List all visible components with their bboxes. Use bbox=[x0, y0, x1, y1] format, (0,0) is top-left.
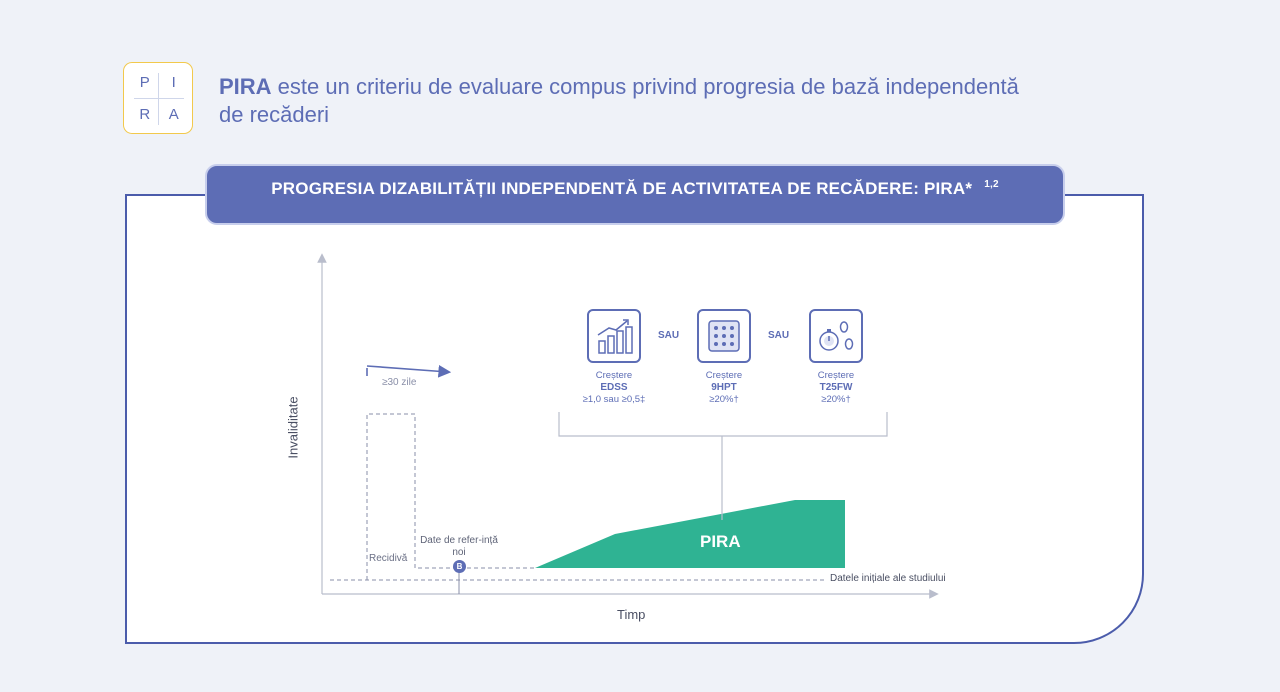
bar-chart-growth-icon bbox=[589, 311, 639, 361]
metric-prefix: Creștere bbox=[705, 370, 743, 381]
diagram-title-refs: 1,2 bbox=[984, 179, 999, 190]
headline-highlight: PIRA bbox=[219, 74, 272, 99]
reference-label: Date de refer-ință noi bbox=[420, 535, 498, 558]
metric-name: 9HPT bbox=[711, 382, 737, 393]
metric-edss bbox=[559, 370, 669, 406]
metric-name: EDSS bbox=[600, 382, 628, 393]
or-label-2: SAU bbox=[768, 330, 790, 341]
relapse-label: Recidivă bbox=[369, 553, 408, 564]
metric-9hpt bbox=[669, 370, 779, 406]
duration-arrow bbox=[367, 366, 448, 372]
logo-letter-a: A bbox=[168, 106, 180, 123]
diagram-title: PROGRESIA DIZABILITĂȚII INDEPENDENTĂ DE ACTIVITATEA DE RECĂDERE: PIRA* bbox=[271, 179, 973, 198]
logo-letter-i: I bbox=[171, 74, 177, 91]
duration-label: ≥30 zile bbox=[382, 377, 417, 388]
metric-t25fw bbox=[781, 370, 891, 406]
metric-name: T25FW bbox=[819, 382, 853, 393]
x-axis-label: Timp bbox=[617, 607, 646, 622]
logo-letter-p: P bbox=[139, 74, 151, 91]
reference-marker: B bbox=[453, 560, 466, 573]
metric-prefix: Creștere bbox=[595, 370, 633, 381]
peg-board-icon bbox=[699, 311, 749, 361]
y-axis-label: Invaliditate bbox=[285, 396, 301, 459]
or-label-1: SAU bbox=[658, 330, 680, 341]
logo-letter-r: R bbox=[139, 106, 151, 123]
metric-value: ≥20%† bbox=[821, 394, 851, 405]
metric-prefix: Creștere bbox=[817, 370, 855, 381]
metric-value: ≥20%† bbox=[709, 394, 739, 405]
9hpt-icon-box bbox=[697, 309, 751, 363]
pira-area bbox=[535, 500, 845, 568]
metric-value: ≥1,0 sau ≥0,5‡ bbox=[582, 394, 646, 405]
stopwatch-footsteps-icon bbox=[811, 311, 861, 361]
baseline-label: Datele inițiale ale studiului bbox=[830, 573, 946, 584]
pira-area-label: PIRA bbox=[700, 532, 741, 551]
edss-icon-box bbox=[587, 309, 641, 363]
headline-text: este un criteriu de evaluare compus privind progresia de bază independentă de recăderi bbox=[219, 74, 1019, 127]
t25fw-icon-box bbox=[809, 309, 863, 363]
metrics-bracket bbox=[559, 412, 887, 436]
